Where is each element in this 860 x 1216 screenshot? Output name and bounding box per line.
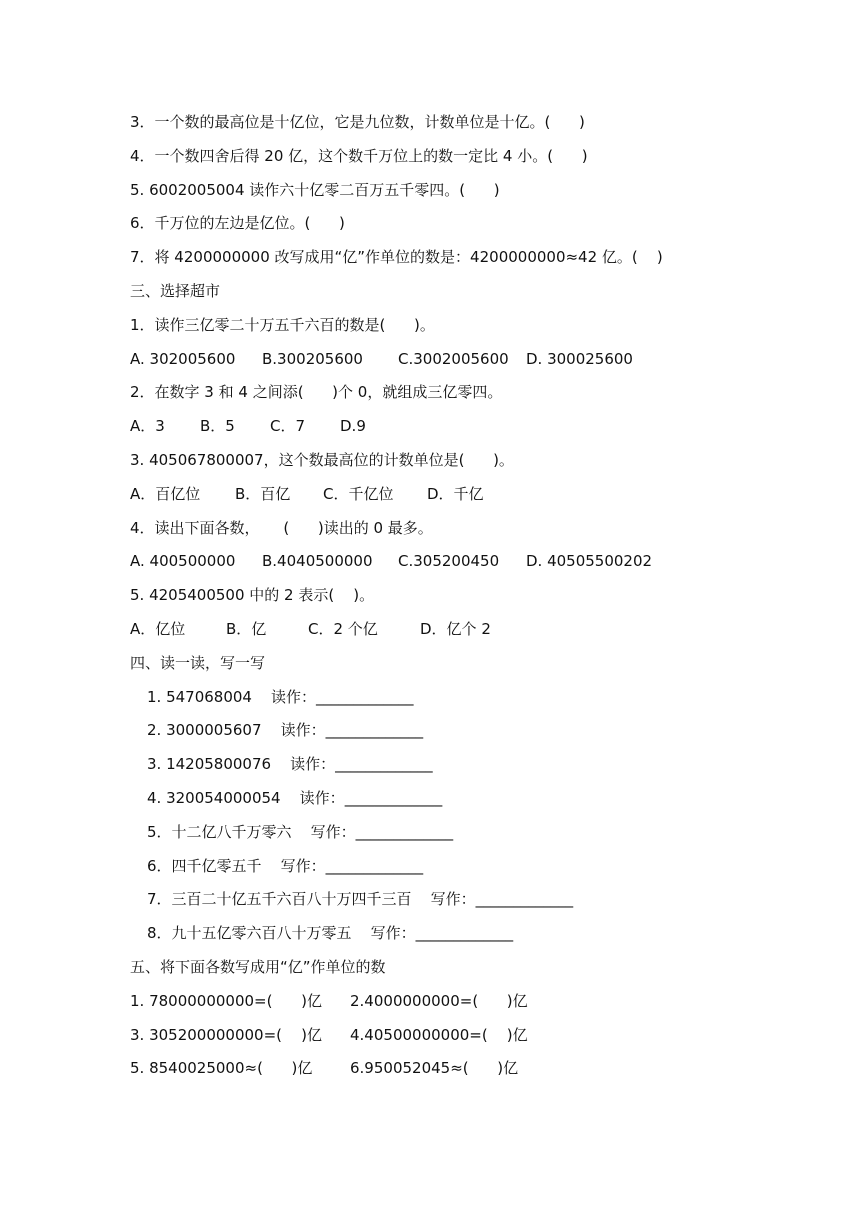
option-c: C.3002005600: [398, 349, 509, 368]
item-text: 3. 14205800076 读作：: [147, 755, 336, 774]
answer-blank[interactable]: _____________: [335, 755, 433, 774]
answer-blank[interactable]: _____________: [316, 687, 414, 706]
conversion-item: 2.4000000000=( )亿: [350, 991, 528, 1010]
option-b: B.300205600: [262, 349, 363, 368]
judge-item: 3．一个数的最高位是十亿位，它是九位数，计数单位是十亿。( ): [130, 113, 585, 131]
read-write-item: [130, 719, 830, 753]
answer-blank[interactable]: _____________: [325, 856, 424, 875]
choice-options: [130, 618, 830, 652]
item-text: 8．九十五亿零六百八十万零五 写作：: [147, 924, 416, 943]
option-b: B．5: [200, 417, 235, 436]
choice-options: [130, 415, 830, 449]
choice-question: 3. 405067800007，这个数最高位的计数单位是( )。: [130, 450, 514, 469]
choice-question: 4．读出下面各数， ( )读出的 0 最多。: [130, 518, 433, 537]
choice-options: [130, 348, 830, 382]
conversion-item: 3. 305200000000=( )亿: [130, 1025, 322, 1044]
conversion-item: 4.40500000000=( )亿: [350, 1025, 528, 1044]
judge-item: 6．千万位的左边是亿位。( ): [130, 214, 345, 233]
option-a: A. 302005600: [130, 349, 236, 368]
section-title: 五、将下面各数写成用“亿”作单位的数: [130, 957, 386, 976]
section-title: 三、选择超市: [130, 281, 221, 300]
option-c: C．7: [270, 417, 306, 436]
option-a: A. 400500000: [130, 552, 236, 571]
judge-item: 5. 6002005004 读作六十亿零二百万五千零四。( ): [130, 180, 500, 199]
option-b: B.4040500000: [262, 552, 373, 571]
conversion-item: 5. 8540025000≈( )亿: [130, 1059, 313, 1078]
choice-options: [130, 483, 830, 517]
read-write-item: [130, 888, 830, 922]
item-text: 7．三百二十亿五千六百八十万四千三百 写作：: [147, 890, 476, 909]
answer-blank[interactable]: _____________: [344, 788, 443, 807]
choice-question: 1．读作三亿零二十万五千六百的数是( )。: [130, 315, 435, 334]
item-text: 5．十二亿八千万零六 写作：: [147, 822, 356, 841]
read-write-item: [130, 753, 830, 787]
choice-question: 5. 4205400500 中的 2 表示( )。: [130, 586, 375, 605]
option-d: D. 300025600: [526, 349, 633, 368]
item-text: 6．四千亿零五千 写作：: [147, 856, 326, 875]
option-c: C．2 个亿: [308, 619, 378, 638]
option-c: C．千亿位: [323, 484, 394, 503]
item-text: 2. 3000005607 读作：: [147, 721, 326, 740]
option-b: B．亿: [226, 619, 267, 638]
conversion-item: 1. 78000000000=( )亿: [130, 991, 322, 1010]
judge-item: 4．一个数四舍后得 20 亿，这个数千万位上的数一定比 4 小。( ): [130, 146, 588, 165]
read-write-item: [130, 855, 830, 889]
conversion-item: 6.950052045≈( )亿: [350, 1059, 519, 1078]
read-write-item: [130, 787, 830, 821]
judge-item: 7．将 4200000000 改写成用“亿”作单位的数是：4200000000≈42 亿。( ): [130, 248, 663, 267]
choice-options: [130, 550, 830, 584]
option-d: D.9: [340, 417, 366, 436]
choice-question: 2．在数字 3 和 4 之间添( )个 0，就组成三亿零四。: [130, 383, 503, 402]
option-b: B．百亿: [235, 484, 291, 503]
option-d: D. 40505500202: [526, 552, 653, 571]
item-text: 4. 320054000054 读作：: [147, 788, 345, 807]
answer-blank[interactable]: _____________: [355, 822, 454, 841]
conversion-row: [130, 1057, 830, 1091]
option-a: A．3: [130, 417, 165, 436]
option-d: D．亿个 2: [420, 619, 491, 638]
answer-blank[interactable]: _____________: [325, 721, 424, 740]
item-text: 1. 547068004 读作：: [147, 687, 317, 706]
option-c: C.305200450: [398, 552, 500, 571]
answer-blank[interactable]: _____________: [475, 890, 574, 909]
option-a: A．百亿位: [130, 484, 201, 503]
read-write-item: [130, 922, 830, 956]
option-d: D．千亿: [427, 484, 484, 503]
read-write-item: [130, 686, 830, 720]
read-write-item: [130, 821, 830, 855]
option-a: A．亿位: [130, 619, 186, 638]
worksheet-content: [130, 111, 830, 1091]
conversion-row: [130, 990, 830, 1024]
section-title: 四、读一读，写一写: [130, 653, 266, 672]
conversion-row: [130, 1024, 830, 1058]
answer-blank[interactable]: _____________: [415, 924, 514, 943]
